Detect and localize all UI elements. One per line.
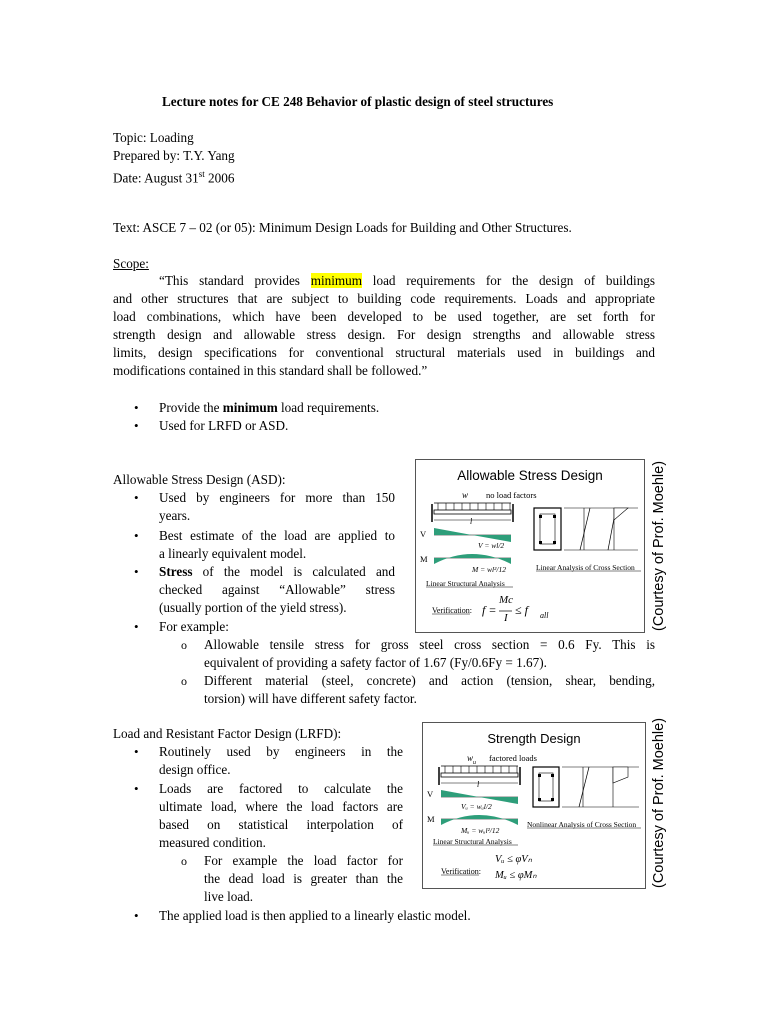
asd-sub-line: torsion) will have different safety factor. [204,691,417,706]
scope-line-end: load requirements for the design of buildings [362,273,656,288]
bullet-icon: • [134,528,139,543]
w-subscript: u [473,759,477,766]
load-label: no load factors [486,490,537,500]
lrfd-bullet-line: Routinely used by engineers in the [159,744,403,759]
asd-figure [415,459,645,633]
moment-equation: M = wl²/12 [472,565,506,574]
analysis-caption: Linear Structural Analysis [433,837,512,846]
length-label: l [477,780,480,789]
lrfd-figure [422,722,646,889]
lrfd-beam-diagram [423,723,645,888]
scope-line-start: “This standard provides [159,273,311,288]
highlighted-word: minimum [310,273,363,288]
prepared-by-line: Prepared by: T.Y. Yang [113,148,235,163]
topic-line: Topic: Loading [113,130,194,145]
asd-sub-line: Different material (steel, concrete) and action (tension, shear, bending, [204,673,655,688]
formula-subscript: all [540,611,549,620]
bullet-icon: • [134,744,139,759]
scope-bullet: Used for LRFD or ASD. [159,418,289,433]
length-label: l [470,517,473,526]
formula-denominator: I [504,612,508,624]
asd-bullet-line [159,563,395,581]
lrfd-courtesy-caption: (Courtesy of Prof. Moehle) [651,717,667,888]
asd-bullet-line: a linearly equivalent model. [159,546,307,561]
bullet-text: load requirements. [277,400,380,415]
scope-bullet [159,399,379,417]
asd-bullet-line: For example: [159,619,229,634]
bullet-icon: • [134,908,139,923]
w-symbol: w [467,753,474,763]
lrfd-bullet-line: based on statistical interpolation of [159,817,403,832]
sub-bullet-icon: o [181,638,187,652]
formula-shear: Vᵤ ≤ φVₙ [495,854,532,865]
asd-sub-line: equivalent of providing a safety factor of 1.67 (Fy/0.6Fy = 1.67). [204,655,547,670]
shear-equation: V = wl/2 [478,541,505,550]
asd-bullet-line: Used by engineers for more than 150 [159,490,395,505]
formula-lhs: f = [482,603,497,617]
asd-sub-line: Allowable tensile stress for gross steel cross section = 0.6 Fy. This is [204,637,655,652]
bullet-icon: • [134,781,139,796]
asd-heading: Allowable Stress Design (ASD): [113,472,286,487]
scope-line: and other structures that are subject to building code requirements. Loads and appropriate [113,291,655,306]
bullet-icon: • [134,564,139,579]
scope-line: load combinations, which have been developed to be used together, are set forth for [113,309,655,324]
scope-line: limits, design specifications for conventional structural materials used in buildings and [113,345,655,360]
asd-bullet-line: checked against “Allowable” stress [159,582,395,597]
formula-rhs: ≤ f [515,603,528,617]
lrfd-bullet-line: measured condition. [159,835,266,850]
text-reference: Text: ASCE 7 – 02 (or 05): Minimum Design Loads for Building and Other Structures. [113,220,572,235]
section-caption: Nonlinear Analysis of Cross Section [527,820,637,829]
asd-bullet-line: years. [159,508,191,523]
lrfd-bullet-line: ultimate load, where the load factors are [159,799,403,814]
moment-axis-label: M [427,814,435,824]
verification-label: Verification: [432,606,472,615]
lrfd-bullet-line: The applied load is then applied to a linearly elastic model. [159,908,471,923]
bullet-icon: • [134,619,139,634]
scope-line [159,272,655,290]
date-text: Date: August 31 [113,170,199,186]
analysis-caption: Linear Structural Analysis [426,579,505,588]
sub-bullet-icon: o [181,674,187,688]
moment-axis-label: M [420,554,428,564]
bullet-icon: • [134,400,139,415]
figure-title: Allowable Stress Design [457,468,603,483]
date-line [113,165,234,187]
bullet-icon: • [134,418,139,433]
scope-heading: Scope: [113,256,149,271]
sub-bullet-icon: o [181,854,187,868]
moment-equation: Mᵤ = wᵤl²/12 [461,826,500,835]
load-label: factored loads [489,753,537,763]
lrfd-heading: Load and Resistant Factor Design (LRFD): [113,726,342,741]
figure-title: Strength Design [487,731,581,746]
section-caption: Linear Analysis of Cross Section [536,563,635,572]
bullet-bold: Stress [159,564,193,579]
bullet-text: of the model is calculated and [192,564,395,579]
bullet-bold: minimum [222,400,278,415]
lrfd-sub-line: For example the load factor for [204,853,403,868]
shear-axis-label: V [420,529,427,539]
scope-line: strength design and allowable stress design. For design strengths and allowable stress [113,327,655,342]
bullet-icon: • [134,490,139,505]
scope-line: modifications contained in this standard shall be followed.” [113,363,428,378]
shear-equation: Vᵤ = wᵤl/2 [461,802,492,811]
bullet-text: Provide the [159,400,223,415]
formula-numerator: Mc [499,594,514,606]
asd-bullet-line: (usually portion of the yield stress). [159,600,347,615]
lrfd-bullet-line: design office. [159,762,231,777]
date-ordinal: st [198,169,205,179]
date-year: 2006 [204,170,235,186]
formula-moment: Mᵤ ≤ φMₙ [495,870,537,881]
load-w-label: w [462,490,469,500]
page-title: Lecture notes for CE 248 Behavior of plastic design of steel structures [162,94,554,109]
lrfd-sub-line: live load. [204,889,254,904]
verification-label: Verification: [441,867,481,876]
asd-courtesy-caption: (Courtesy of Prof. Moehle) [651,460,667,631]
shear-axis-label: V [427,789,434,799]
asd-bullet-line: Best estimate of the load are applied to [159,528,395,543]
load-w-label [467,753,476,766]
lrfd-sub-line: the dead load is greater than the [204,871,403,886]
lrfd-bullet-line: Loads are factored to calculate the [159,781,403,796]
